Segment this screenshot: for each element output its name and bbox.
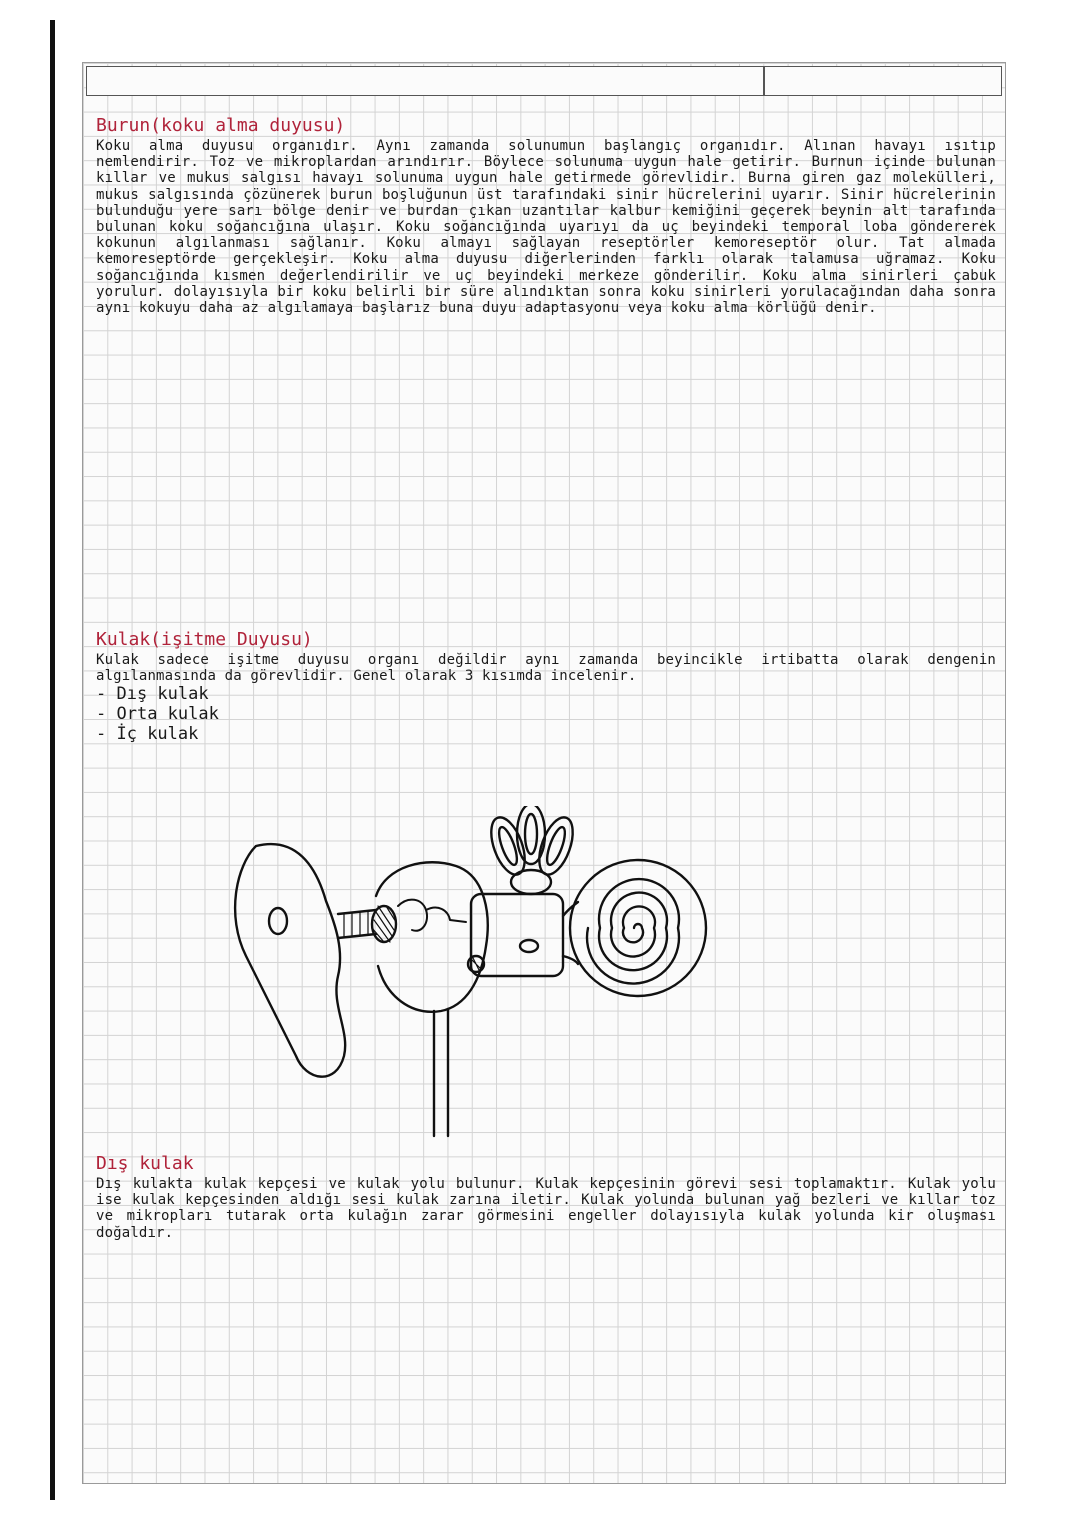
section-heading-burun: Burun(koku alma duyusu) [96, 115, 346, 136]
section-heading-kulak: Kulak(işitme Duyusu) [96, 629, 313, 650]
eustachian-tube [434, 1009, 448, 1136]
semicircular-canals [485, 806, 580, 894]
section-heading-dis-kulak: Dış kulak [96, 1153, 194, 1174]
notebook-binding [50, 20, 55, 1500]
list-item: - İç kulak [96, 724, 996, 744]
section-burun [96, 114, 996, 316]
header-divider [763, 67, 765, 95]
canal-opening [269, 908, 287, 934]
header-box [86, 66, 1002, 96]
ear-parts-list [96, 684, 996, 744]
auricle-shape [235, 844, 345, 1077]
cochlea [570, 860, 706, 996]
section-body-dis-kulak: Dış kulakta kulak kepçesi ve kulak yolu bulunur. Kulak kepçesinin görevi sesi toplamaktır. Kulak yolu ise kulak kepçesinden aldığı sesi kulak zarına iletir. Kulak yolunda bulunan yağ bezleri ve kıllar toz ve mikropları tutarak orta kulağın zarar görmesini engeller dolayısıyla kulak yolunda kir oluşması doğaldır. [96, 1176, 996, 1241]
ear-diagram [226, 806, 786, 1146]
section-kulak [96, 628, 996, 744]
section-body-kulak: Kulak sadece işitme duyusu organı değildir aynı zamanda beyincikle irtibatta olarak dengenin algılanmasında da görevlidir. Genel olarak 3 kısımda incelenir. [96, 652, 996, 685]
list-item: - Dış kulak [96, 684, 996, 704]
ossicles [398, 900, 466, 931]
section-body-burun: Koku alma duyusu organıdır. Aynı zamanda solunumun başlangıç organıdır. Alınan havayı ısıtıp nemlendirir. Toz ve mikroplardan arındırır. Böylece solunuma uygun hale getirir. Burnun içinde bulunan kıllar ve mukus salgısı havayı solunuma uygun hale getirmede görevlidir. Burna giren gaz molekülleri, mukus salgısında çözünerek burun boşluğunun üst tarafındaki sinir hücrelerini uyarır. Sinir hücrelerinin bulunduğu yere sarı bölge denir ve burdan çıkan uzantılar kalbur kemiğini geçerek beynin alt tarafında bulunan koku soğancığına ulaşır. Koku soğancığında uyarıyı da uç beyindeki temporal loba göndererek kokunun algılanması sağlanır. Koku almayı sağlayan reseptörler kemoreseptör olur. Tat almada kemoreseptörde gerçekleşir. Koku alma duyusu diğerlerinden farklı olarak talamusa uğramaz. Koku soğancığında kısmen değerlendirilir ve uç beyindeki merkeze gönderilir. Koku alma sinirleri çabuk yorulur. dolayısıyla bir koku belirli bir süre alındıktan sonra koku sinirleri yorulacağından daha sonra aynı kokuyu daha az algılamaya başlarız buna duyu adaptasyonu veya koku alma körlüğü denir. [96, 138, 996, 317]
list-item: - Orta kulak [96, 704, 996, 724]
section-dis-kulak [96, 1152, 996, 1241]
